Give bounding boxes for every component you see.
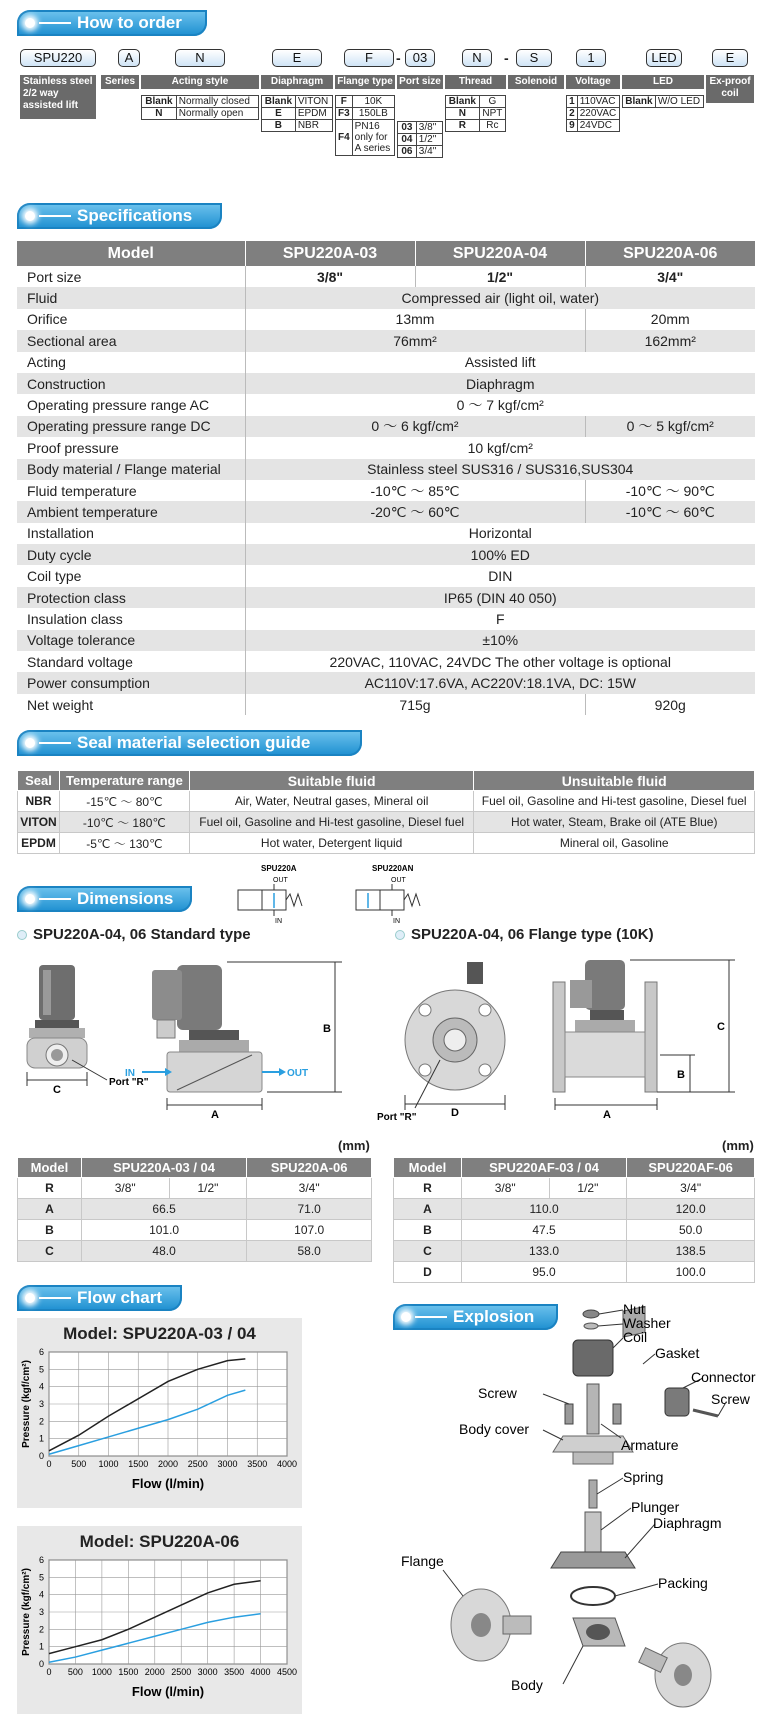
y-tick-label: 1	[38, 1433, 44, 1444]
spec-value: DIN	[245, 565, 755, 586]
spec-table	[17, 241, 755, 715]
seal-cell: VITON	[18, 812, 60, 833]
section-header-order	[17, 10, 207, 36]
x-tick-label: 3500	[247, 1459, 268, 1469]
spec-label: Proof pressure	[27, 439, 119, 456]
chart-plot	[17, 1318, 302, 1508]
part-packing-label: Packing	[658, 1575, 708, 1591]
section-header-flow	[17, 1285, 182, 1311]
seal-cell: Mineral oil, Gasoline	[474, 833, 755, 854]
y-tick-label: 5	[38, 1364, 44, 1375]
spec-label: Installation	[27, 525, 94, 542]
spec-header: SPU220A-04	[415, 241, 585, 266]
spec-value: Assisted lift	[245, 352, 755, 373]
standard-type-title-text: SPU220A-04, 06 Standard type	[33, 926, 251, 943]
dash: -	[396, 50, 401, 66]
standard-dims-table	[17, 1157, 372, 1262]
dims-cell: 1/2"	[169, 1178, 247, 1199]
x-tick-label: 2000	[157, 1459, 179, 1469]
spec-label: Duty cycle	[17, 544, 245, 565]
spec-header: SPU220A-06	[585, 241, 755, 266]
section-title: Seal material selection guide	[77, 733, 311, 752]
voltage-key: 9	[567, 120, 578, 132]
dims-cell: 58.0	[247, 1241, 372, 1262]
spec-row	[17, 501, 755, 522]
spec-row	[17, 544, 755, 565]
code-voltage: 1	[576, 49, 606, 67]
dim-d-label: D	[451, 1107, 459, 1119]
dims-header: SPU220A-06	[247, 1158, 372, 1178]
x-tick-label: 4000	[276, 1459, 298, 1469]
spec-value: 13mm	[245, 309, 585, 330]
seal-cell: Hot water, Detergent liquid	[189, 833, 474, 854]
standard-type-drawing	[17, 950, 357, 1125]
spec-value: ±10%	[245, 630, 755, 651]
section-title: Dimensions	[77, 889, 174, 908]
spec-value: Diaphragm	[245, 373, 755, 394]
dims-cell: C	[394, 1241, 462, 1262]
x-tick-label: 2500	[171, 1667, 192, 1677]
port-value: 3/8"	[416, 122, 442, 134]
spec-row	[17, 459, 755, 480]
spec-value: 20mm	[585, 309, 755, 330]
thread-key: N	[446, 108, 480, 120]
section-title: How to order	[77, 13, 182, 32]
dims-cell: R	[18, 1178, 82, 1199]
x-tick-label: 500	[71, 1459, 87, 1469]
part-body-cover-label: Body cover	[459, 1421, 530, 1437]
spec-value: 1/2"	[415, 266, 585, 287]
code-solenoid: S	[516, 49, 552, 67]
seal-cell: Hot water, Steam, Brake oil (ATE Blue)	[474, 812, 755, 833]
code-port: 03	[405, 49, 435, 67]
dims-cell: 3/4"	[247, 1178, 372, 1199]
flow-chart-2	[17, 1526, 302, 1714]
part-gasket-label: Gasket	[655, 1345, 700, 1361]
dims-cell: 1/2"	[549, 1178, 627, 1199]
dim-a-label: A	[603, 1109, 611, 1121]
dim-a-label: A	[211, 1109, 219, 1121]
label-thread: Thread	[445, 75, 506, 89]
x-tick-label: 4500	[276, 1667, 298, 1677]
seal-cell: Fuel oil, Gasoline and Hi-test gasoline, Diesel fuel	[474, 791, 755, 812]
dims-cell: A	[394, 1199, 462, 1220]
spec-value: 0 ～ 5 kgf/cm²	[585, 416, 755, 437]
spec-row	[17, 523, 755, 544]
dash: -	[504, 50, 509, 66]
symbol-out: OUT	[273, 877, 288, 884]
symbol-in: IN	[393, 918, 400, 925]
y-axis-label: Pressure (kgf/cm²)	[21, 1360, 32, 1448]
spec-row	[17, 330, 755, 351]
spec-label: Port size	[27, 268, 82, 285]
spec-value: 76mm²	[245, 330, 585, 351]
dims-header: SPU220AF-03 / 04	[461, 1158, 626, 1178]
spec-label: Coil type	[27, 568, 82, 585]
seal-cell: -10℃ ～ 180℃	[59, 812, 189, 833]
diaphragm-value: NBR	[295, 120, 332, 132]
spec-row	[17, 437, 755, 458]
port-key: 03	[398, 122, 417, 134]
spec-value: Horizontal	[245, 523, 755, 544]
bullet-icon	[395, 930, 405, 940]
dims-cell: R	[394, 1178, 462, 1199]
section-title: Explosion	[453, 1307, 535, 1326]
spec-label: Protection class	[17, 587, 245, 608]
spec-label: Voltage tolerance	[17, 630, 245, 651]
dims-cell: C	[18, 1241, 82, 1262]
seal-cell: EPDM	[18, 833, 60, 854]
spec-value: 162mm²	[585, 330, 755, 351]
part-body-label: Body	[511, 1677, 543, 1693]
y-tick-label: 5	[38, 1572, 44, 1583]
flange-value: 10K	[352, 96, 394, 108]
spec-label: Standard voltage	[27, 653, 133, 670]
seal-cell: NBR	[18, 791, 60, 812]
spec-value: -10℃ ～ 90℃	[585, 480, 755, 501]
spec-label: Fluid temperature	[27, 482, 137, 499]
seal-cell: -5℃ ～ 130℃	[59, 833, 189, 854]
x-tick-label: 0	[46, 1667, 52, 1677]
acting-value: Normally open	[176, 108, 258, 120]
spec-header: SPU220A-03	[245, 241, 415, 266]
diaphragm-value: VITON	[295, 96, 332, 108]
standard-type-title	[17, 926, 251, 943]
label-acting: Acting style	[141, 75, 259, 89]
dims-header: SPU220AF-06	[627, 1158, 755, 1178]
code-acting: N	[175, 49, 225, 67]
voltage-key: 1	[567, 96, 578, 108]
y-tick-label: 6	[38, 1347, 44, 1357]
label-diaphragm: Diaphragm	[261, 75, 333, 89]
in-arrow-label: IN	[125, 1068, 135, 1079]
dim-b-label: B	[677, 1069, 685, 1081]
spec-value: 715g	[245, 694, 585, 715]
dims-cell: B	[18, 1220, 82, 1241]
unit-label: (mm)	[338, 1138, 370, 1153]
thread-table	[445, 95, 506, 132]
spec-label: Body material / Flange material	[17, 459, 245, 480]
spec-row	[17, 287, 755, 308]
spec-label: Ambient temperature	[17, 501, 245, 522]
dims-cell: 107.0	[247, 1220, 372, 1241]
thread-value: NPT	[479, 108, 505, 120]
part-diaphragm-label: Diaphragm	[653, 1515, 722, 1531]
voltage-key: 2	[567, 108, 578, 120]
thread-value: Rc	[479, 120, 505, 132]
spec-row	[17, 565, 755, 586]
dims-cell: A	[18, 1199, 82, 1220]
y-tick-label: 4	[38, 1589, 44, 1600]
dims-cell: 66.5	[81, 1199, 246, 1220]
x-tick-label: 0	[46, 1459, 52, 1469]
port-table	[397, 121, 443, 158]
section-title: Specifications	[77, 206, 193, 225]
flange-value: PN16 only for A series	[352, 120, 394, 156]
spec-value: 100% ED	[245, 544, 755, 565]
y-tick-label: 2	[38, 1416, 44, 1427]
spec-label: Orifice	[27, 311, 68, 328]
code-coil: E	[712, 49, 748, 67]
bullet-icon	[17, 930, 27, 940]
seal-header: Unsuitable fluid	[474, 771, 755, 791]
code-diaphragm: E	[272, 49, 322, 67]
spec-row	[17, 394, 755, 415]
valve-side-view	[125, 962, 342, 1121]
part-flange-label: Flange	[401, 1553, 444, 1569]
flange-dims-table	[393, 1157, 755, 1283]
flange-key: F4	[336, 120, 353, 156]
flange-type-title	[395, 926, 654, 943]
x-tick-label: 2500	[187, 1459, 208, 1469]
voltage-value: 220VAC	[577, 108, 619, 120]
spec-label: Power consumption	[17, 672, 245, 693]
spec-label: Insulation class	[27, 610, 123, 627]
unit-label: (mm)	[722, 1138, 754, 1153]
led-key: Blank	[623, 96, 656, 108]
x-axis-label: Flow (l/min)	[131, 1684, 205, 1699]
part-plunger-label: Plunger	[631, 1499, 680, 1515]
label-port: Port size	[397, 75, 443, 89]
diaphragm-key: E	[262, 108, 296, 120]
section-header-specs	[17, 203, 222, 229]
spec-label: Operating pressure range DC	[17, 416, 245, 437]
x-tick-label: 1000	[91, 1667, 112, 1677]
section-header-dims	[17, 886, 192, 912]
dims-cell: 47.5	[461, 1220, 626, 1241]
valve-symbols	[228, 862, 448, 924]
part-nut-label: Nut	[623, 1301, 645, 1317]
dims-cell: 133.0	[461, 1241, 626, 1262]
out-arrow-label: OUT	[287, 1068, 309, 1079]
port-r-label: Port "R"	[109, 1077, 149, 1088]
spec-row	[17, 587, 755, 608]
port-key: 04	[398, 134, 417, 146]
spec-value: Stainless steel SUS316 / SUS316,SUS304	[245, 459, 755, 480]
port-r-label: Port "R"	[377, 1112, 417, 1123]
x-tick-label: 3000	[197, 1667, 218, 1677]
spec-row	[17, 672, 755, 693]
code-thread: N	[462, 49, 492, 67]
voltage-value: 24VDC	[577, 120, 619, 132]
label-voltage: Voltage	[566, 75, 620, 89]
dims-cell: 95.0	[461, 1262, 626, 1283]
spec-value: 10 kgf/cm²	[245, 437, 755, 458]
dims-cell: D	[394, 1262, 462, 1283]
led-table	[622, 95, 704, 108]
thread-key: Blank	[446, 96, 480, 108]
flange-type-drawing	[377, 950, 755, 1125]
seal-cell: -15℃ ～ 80℃	[59, 791, 189, 812]
code-model: SPU220	[20, 49, 96, 67]
x-axis-label: Flow (l/min)	[131, 1476, 205, 1491]
x-tick-label: 4000	[250, 1667, 271, 1677]
x-tick-label: 1000	[98, 1459, 119, 1469]
port-value: 3/4"	[416, 146, 442, 158]
flange-side-view	[553, 960, 735, 1121]
spec-row	[17, 651, 755, 672]
acting-key: Blank	[142, 96, 177, 108]
dims-cell: 3/4"	[627, 1178, 755, 1199]
spec-row	[17, 416, 755, 437]
port-value: 1/2"	[416, 134, 442, 146]
chart-title: Model: SPU220A-06	[79, 1532, 240, 1551]
seal-cell: Air, Water, Neutral gases, Mineral oil	[189, 791, 474, 812]
flange-type-title-text: SPU220A-04, 06 Flange type (10K)	[411, 926, 654, 943]
chart-plot	[17, 1526, 302, 1714]
dim-c-label: C	[717, 1021, 725, 1033]
x-tick-label: 3000	[217, 1459, 238, 1469]
symbol-label: SPU220A	[261, 864, 297, 873]
section-title: Flow chart	[77, 1288, 163, 1307]
dims-cell: 110.0	[461, 1199, 626, 1220]
label-series: Series	[101, 75, 139, 89]
y-tick-label: 6	[38, 1555, 44, 1565]
label-model: Stainless steel 2/2 way assisted lift	[20, 75, 96, 119]
acting-key: N	[142, 108, 177, 120]
seal-table	[17, 770, 755, 854]
spec-value: IP65 (DIN 40 050)	[245, 587, 755, 608]
label-coil: Ex-proof coil	[706, 75, 754, 103]
dims-cell: 100.0	[627, 1262, 755, 1283]
spec-row	[17, 373, 755, 394]
part-coil-label: Coil	[623, 1329, 648, 1345]
x-tick-label: 1500	[128, 1459, 149, 1469]
flange-key: F	[336, 96, 353, 108]
y-tick-label: 4	[38, 1381, 44, 1392]
flange-table	[335, 95, 395, 156]
spec-label: Fluid	[17, 287, 245, 308]
dims-cell: 50.0	[627, 1220, 755, 1241]
symbol-out: OUT	[391, 877, 406, 884]
diaphragm-key: B	[262, 120, 296, 132]
dims-cell: B	[394, 1220, 462, 1241]
diaphragm-table	[261, 95, 333, 132]
dims-cell: 3/8"	[81, 1178, 169, 1199]
spec-value: -20℃ ～ 60℃	[245, 501, 585, 522]
flange-value: 150LB	[352, 108, 394, 120]
spec-value: -10℃ ～ 85℃	[245, 480, 585, 501]
spec-label: Net weight	[27, 696, 94, 713]
dims-cell: 48.0	[81, 1241, 246, 1262]
dims-header: Model	[18, 1158, 82, 1178]
symbol-in: IN	[275, 918, 282, 925]
spec-label: Sectional area	[17, 330, 245, 351]
spec-row	[17, 480, 755, 501]
spec-body	[17, 287, 755, 715]
label-led: LED	[622, 75, 704, 89]
explosion-drawing	[393, 1300, 763, 1712]
code-flange: F	[344, 49, 394, 67]
spec-value: 3/8"	[245, 266, 415, 287]
chart-title: Model: SPU220A-03 / 04	[63, 1324, 256, 1343]
spec-label: Operating pressure range AC	[27, 397, 210, 414]
y-tick-label: 1	[38, 1641, 44, 1652]
spec-value: AC110V:17.6VA, AC220V:18.1VA, DC: 15W	[245, 672, 755, 693]
symbol-label: SPU220AN	[372, 864, 414, 873]
thread-value: G	[479, 96, 505, 108]
spec-header: Model	[17, 241, 245, 266]
seal-cell: Fuel oil, Gasoline and Hi-test gasoline, Diesel fuel	[189, 812, 474, 833]
x-tick-label: 2000	[144, 1667, 165, 1677]
y-tick-label: 3	[38, 1607, 44, 1617]
diaphragm-key: Blank	[262, 96, 296, 108]
port-key: 06	[398, 146, 417, 158]
spec-label: Construction	[17, 373, 245, 394]
label-solenoid: Solenoid	[508, 75, 564, 89]
dims-cell: 3/8"	[461, 1178, 549, 1199]
led-value: W/O LED	[655, 96, 703, 108]
thread-key: R	[446, 120, 480, 132]
spec-row	[17, 608, 755, 629]
part-armature-label: Armature	[621, 1437, 679, 1453]
part-screw-label: Screw	[711, 1391, 750, 1407]
dim-b-label: B	[323, 1023, 331, 1035]
voltage-value: 110VAC	[577, 96, 619, 108]
acting-table	[141, 95, 259, 120]
diaphragm-value: EPDM	[295, 108, 332, 120]
dims-header: Model	[394, 1158, 462, 1178]
spec-value: F	[245, 608, 755, 629]
spec-value: 220VAC, 110VAC, 24VDC The other voltage is optional	[245, 651, 755, 672]
spec-value: 0 ～ 6 kgf/cm²	[245, 416, 585, 437]
flange-key: F3	[336, 108, 353, 120]
voltage-table	[566, 95, 620, 132]
seal-header: Seal	[18, 771, 60, 791]
flow-chart-1	[17, 1318, 302, 1508]
flange-front-view	[377, 962, 505, 1123]
acting-value: Normally closed	[176, 96, 258, 108]
part-washer-label: Washer	[623, 1315, 671, 1331]
spec-row	[17, 352, 755, 373]
dim-c-label: C	[53, 1084, 61, 1096]
x-tick-label: 3500	[224, 1667, 245, 1677]
y-tick-label: 2	[38, 1624, 44, 1635]
part-screw-label: Screw	[478, 1385, 517, 1401]
part-connector-label: Connector	[691, 1369, 756, 1385]
seal-header: Temperature range	[59, 771, 189, 791]
dims-cell: 138.5	[627, 1241, 755, 1262]
dims-cell: 71.0	[247, 1199, 372, 1220]
spec-row	[17, 309, 755, 330]
code-led: LED	[646, 49, 682, 67]
x-tick-label: 1500	[118, 1667, 139, 1677]
section-header-seal	[17, 730, 362, 756]
part-spring-label: Spring	[623, 1469, 664, 1485]
spec-value: Compressed air (light oil, water)	[245, 287, 755, 308]
spec-row	[17, 694, 755, 715]
x-tick-label: 500	[67, 1667, 83, 1677]
spec-value: 0 ～ 7 kgf/cm²	[245, 394, 755, 415]
label-flange: Flange type	[335, 75, 395, 89]
y-axis-label: Pressure (kgf/cm²)	[21, 1568, 32, 1656]
code-series: A	[118, 49, 140, 67]
dims-cell: 120.0	[627, 1199, 755, 1220]
spec-value: -10℃ ～ 60℃	[585, 501, 755, 522]
spec-value: 920g	[585, 694, 755, 715]
spec-row	[17, 630, 755, 651]
y-tick-label: 0	[38, 1659, 44, 1669]
spec-value: 3/4"	[585, 266, 755, 287]
dims-cell: 101.0	[81, 1220, 246, 1241]
spec-label: Acting	[27, 354, 66, 371]
y-tick-label: 3	[38, 1399, 44, 1409]
y-tick-label: 0	[38, 1451, 44, 1461]
dims-header: SPU220A-03 / 04	[81, 1158, 246, 1178]
seal-header: Suitable fluid	[189, 771, 474, 791]
